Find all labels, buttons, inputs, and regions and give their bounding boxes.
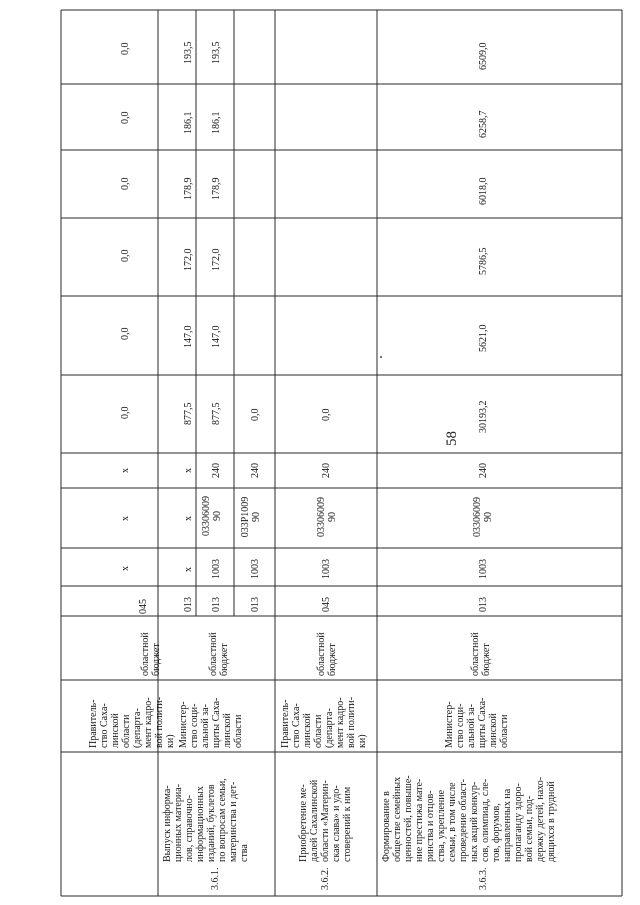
row-name: Приобретение ме- далей Сахалинской области «Материн- ская слава» и удо- стоверений к ним — [298, 779, 353, 862]
value-2020: 172,0 — [183, 248, 194, 271]
csr-value: х — [120, 516, 131, 521]
value-2020: 172,0 — [211, 248, 222, 271]
row-363-number — [478, 868, 489, 891]
value-2023: 193,5 — [211, 41, 222, 64]
csr-value: 033P1009 90 — [240, 496, 262, 538]
r361-l1-2018 — [183, 403, 194, 426]
row-362-number — [320, 868, 331, 891]
r361-l1-2021 — [183, 178, 194, 201]
r361-l2-grbs — [211, 597, 222, 612]
r361-l2-2022 — [211, 112, 222, 135]
grbs-value: 013 — [250, 597, 261, 612]
executor-text: Министер- ство соци- альной за- щиты Саха- линской области — [178, 697, 244, 748]
value-2023: 6509,0 — [478, 42, 489, 70]
value-2019: 0,0 — [120, 327, 131, 340]
value-2020: 0,0 — [120, 249, 131, 262]
top-row-2023 — [120, 43, 131, 56]
rz-value: 1003 — [211, 559, 222, 579]
row-363-csr — [472, 491, 494, 543]
row-363-2019 — [478, 325, 489, 353]
row-362-name — [298, 750, 353, 862]
row-363-rz — [478, 559, 489, 579]
row-363-name — [381, 750, 557, 862]
value-2021: 178,9 — [211, 177, 222, 200]
row-362-rz — [321, 559, 332, 579]
r361-l2-vr — [211, 463, 222, 478]
value-2023: 193,5 — [183, 41, 194, 64]
value-2019: 147,0 — [183, 325, 194, 348]
budget-text: областной бюджет — [470, 632, 492, 676]
value-2022: 186,1 — [183, 111, 194, 134]
grbs-value: 013 — [183, 597, 194, 612]
top-row-csr — [120, 516, 131, 521]
vr-value: 240 — [211, 463, 222, 478]
top-row-rz — [120, 566, 131, 571]
csr-value: 03306009 90 — [472, 497, 494, 537]
row-362-budget — [316, 632, 338, 676]
value-2021: 6018,0 — [478, 177, 489, 205]
top-row-vr — [120, 468, 131, 473]
r361-l2-2019 — [211, 326, 222, 349]
executor-text: Министер- ство соци- альной за- щиты Саха- линской области — [444, 697, 510, 748]
r361-l3-vr — [250, 463, 261, 478]
row-361-budget — [208, 632, 230, 676]
grbs-value: 045 — [321, 597, 332, 612]
top-row-2019 — [120, 328, 131, 341]
row-363-2022 — [478, 111, 489, 139]
value-2022: 6258,7 — [478, 110, 489, 138]
value-2021: 0,0 — [120, 177, 131, 190]
value-2018: 0,0 — [321, 408, 332, 421]
r361-l2-2023 — [211, 42, 222, 65]
row-363-2023 — [478, 43, 489, 71]
r361-l3-2018 — [250, 409, 261, 422]
r361-l1-grbs — [183, 597, 194, 612]
page-number: 58 — [444, 431, 460, 446]
value-2023: 0,0 — [120, 42, 131, 55]
value-2022: 186,1 — [211, 111, 222, 134]
row-362-grbs — [321, 597, 332, 612]
vr-value: 240 — [321, 463, 332, 478]
value-2019: 5621,0 — [478, 324, 489, 352]
rz-value: 1003 — [250, 559, 261, 579]
rz-value: 1003 — [321, 559, 332, 579]
row-361-executor — [178, 668, 244, 748]
r361-l1-2023 — [183, 42, 194, 65]
row-name: Выпуск информа- ционных материа- лов, справочно- информационных изданий, буклетов по вопросам семьи, материнства и дет- ства — [162, 778, 250, 862]
row-362-executor — [280, 668, 368, 748]
executor-text: Правитель- ство Саха- линской области (департа- мент кадро- вой полити- ки) — [280, 696, 368, 748]
value-2018: 877,5 — [211, 402, 222, 425]
r361-l1-rz — [183, 567, 194, 572]
value-2018: 0,0 — [250, 408, 261, 421]
r361-l1-2019 — [183, 326, 194, 349]
value-2020: 5786,5 — [478, 247, 489, 275]
r361-l3-csr — [240, 491, 262, 543]
r361-l2-rz — [211, 559, 222, 579]
row-number: 3.6.3. — [478, 867, 489, 890]
r361-l1-csr — [183, 516, 194, 521]
row-363-executor — [444, 668, 510, 748]
csr-value: х — [183, 516, 194, 521]
r361-l1-2022 — [183, 112, 194, 135]
grbs-value: 013 — [478, 597, 489, 612]
value-2022: 0,0 — [120, 111, 131, 124]
rz-value: х — [120, 566, 131, 571]
row-363-budget — [470, 632, 492, 676]
row-number: 3.6.2. — [320, 867, 331, 890]
top-row-2021 — [120, 178, 131, 191]
r361-l3-rz — [250, 559, 261, 579]
value-2018: 30193,2 — [478, 400, 489, 433]
vr-value: х — [183, 468, 194, 473]
rz-value: х — [183, 567, 194, 572]
row-363-2018 — [478, 401, 489, 434]
r361-l3-grbs — [250, 597, 261, 612]
top-row-2018 — [120, 407, 131, 420]
row-name: Формирование в обществе семейных ценностей, повыше- ние престижа мате- ринства и отцов- ства, укрепление семьи, в том числе проведение област- ных акций конкур- сов, олимпиад, сле- тов, форумов, направленных на пропаганду здоро- вой семьи, под- держку детей, нахо- дящихся в трудной — [381, 775, 557, 862]
row-363-vr — [478, 463, 489, 478]
top-row-2022 — [120, 112, 131, 125]
r361-l2-2020 — [211, 249, 222, 272]
top-row-2020 — [120, 250, 131, 263]
row-362-vr — [321, 463, 332, 478]
r361-l1-vr — [183, 468, 194, 473]
r361-l2-csr — [201, 492, 223, 540]
r361-l2-2021 — [211, 178, 222, 201]
value-2019: 147,0 — [211, 325, 222, 348]
budget-text: областной бюджет — [140, 632, 162, 676]
top-row-budget — [122, 616, 162, 676]
executor-text: Правитель- ство Саха- линской области (департа- мент кадро- вой полити- ки) — [88, 696, 176, 748]
r361-l2-2018 — [211, 403, 222, 426]
row-363-2020 — [478, 248, 489, 276]
row-number: 3.6.1. — [210, 867, 221, 890]
value-2021: 178,9 — [183, 177, 194, 200]
rz-value: 1003 — [478, 559, 489, 579]
grbs-value: 045 — [138, 599, 149, 614]
csr-value: 03306009 90 — [316, 497, 338, 537]
vr-value: 240 — [478, 463, 489, 478]
value-2018: 877,5 — [183, 402, 194, 425]
budget-text: областной бюджет — [316, 632, 338, 676]
budget-text: областной бюджет — [208, 632, 230, 676]
row-361-name — [162, 750, 250, 862]
top-row-grbs — [120, 588, 167, 614]
vr-value: х — [120, 468, 131, 473]
grbs-value: 013 — [211, 597, 222, 612]
r361-l1-2020 — [183, 249, 194, 272]
value-2018: 0,0 — [120, 406, 131, 419]
csr-value: 03306009 90 — [201, 496, 223, 536]
row-363-grbs — [478, 597, 489, 612]
vr-value: 240 — [250, 463, 261, 478]
row-362-csr — [316, 491, 338, 543]
row-362-2018 — [321, 409, 332, 422]
row-363-2021 — [478, 178, 489, 206]
row-361-number — [210, 868, 221, 891]
